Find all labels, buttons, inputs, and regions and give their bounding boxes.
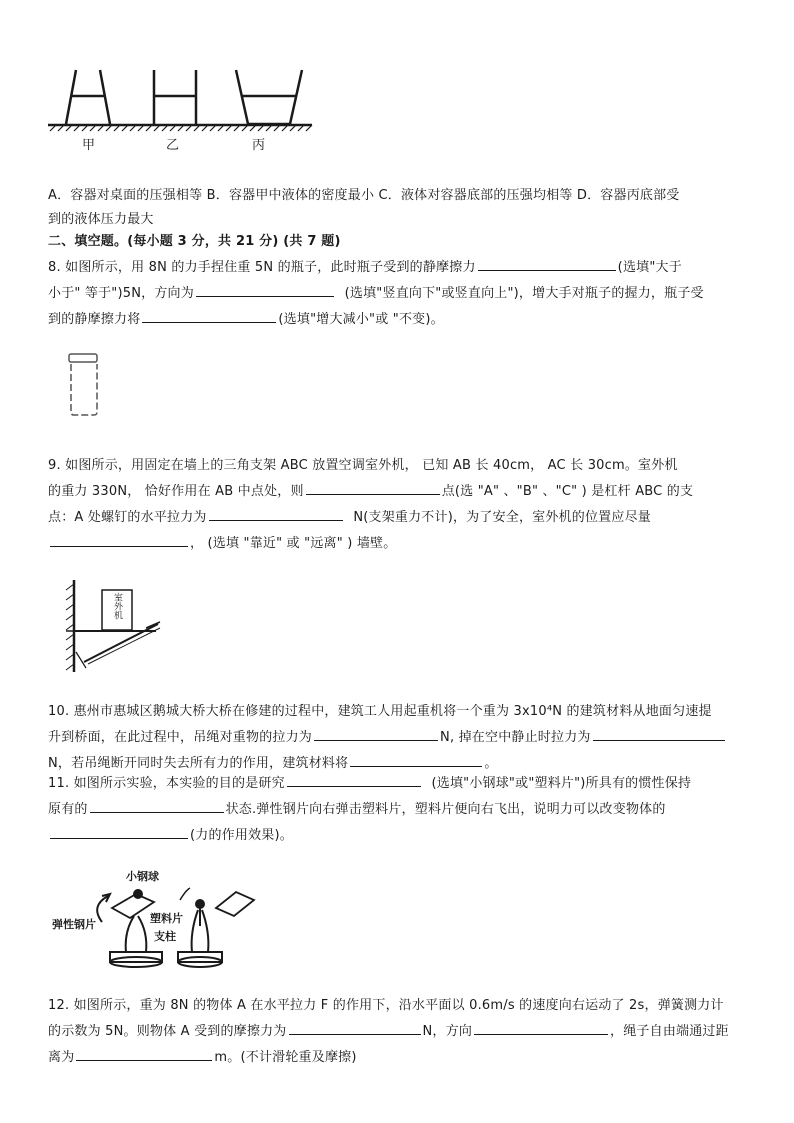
q9-text-6: ， (选填 "靠近" 或 "远离" ) 墙壁。 — [190, 536, 397, 551]
label-yi: 乙 — [166, 138, 180, 153]
q10-text-1: 10. 惠州市惠城区鹅城大桥大桥在修建的过程中，建筑工人用起重机将一个重为 3x10⁴N 的建筑材料从地面匀速提 — [48, 704, 712, 719]
container-jia — [66, 70, 110, 124]
q12-text-1: 12. 如图所示，重为 8N 的物体 A 在水平拉力 F 的作用下，沿水平面以 0.6m/s 的速度向右运动了 2s，弹簧测力计 — [48, 998, 724, 1013]
q12-text-3: N，方向 — [422, 1024, 473, 1039]
q11-blank-1[interactable] — [287, 770, 421, 787]
label-post: 支柱 — [154, 930, 176, 943]
q9-text-1: 9. 如图所示，用固定在墙上的三角支架 ABC 放置空调室外机， 已知 AB 长 40cm， AC 长 30cm。室外机 — [48, 458, 678, 473]
q11-text-3: 原有的 — [48, 802, 88, 817]
q8-text-2: (选填"大于 — [617, 260, 682, 275]
label-jia: 甲 — [82, 138, 96, 153]
q11-blank-2[interactable] — [90, 796, 224, 813]
q7-options-line1: A．容器对桌面的压强相等 B．容器甲中液体的密度最小 C．液体对容器底部的压强均相等 D．容器丙底部受 — [48, 188, 680, 203]
ac-unit-label: 室外机 — [112, 592, 122, 620]
figure-ac-bracket — [62, 576, 172, 676]
q8-text-5: 到的静摩擦力将 — [48, 312, 141, 327]
q11-text-5: (力的作用效果)。 — [190, 828, 293, 843]
section-title: 二、填空题。(每小题 3 分，共 21 分) (共 7 题) — [48, 234, 341, 249]
question-9 — [48, 454, 748, 556]
q9-blank-2[interactable] — [209, 504, 343, 521]
q12-blank-1[interactable] — [289, 1018, 421, 1035]
label-plastic: 塑料片 — [150, 912, 183, 925]
label-steel-ball: 小钢球 — [126, 870, 159, 883]
q11-blank-3[interactable] — [50, 822, 188, 839]
question-10 — [48, 700, 748, 776]
q12-text-4: ，绳子自由端通过距 — [610, 1024, 729, 1039]
q10-text-5: 。 — [484, 756, 498, 771]
q8-text-4: (选填"竖直向下"或竖直向上")，增大手对瓶子的握力，瓶子受 — [344, 286, 704, 301]
q8-text-6: (选填"增大减小"或 "不变)。 — [278, 312, 444, 327]
q11-text-4: 状态.弹性钢片向右弹击塑料片，塑料片便向右飞出，说明力可以改变物体的 — [225, 802, 666, 817]
q8-text-3: 小于" 等于")5N，方向为 — [48, 286, 194, 301]
q8-blank-3[interactable] — [142, 306, 276, 323]
container-yi — [154, 70, 196, 124]
q9-blank-1[interactable] — [306, 478, 440, 495]
figure-containers — [46, 62, 316, 157]
q12-text-2: 的示数为 5N。则物体 A 受到的摩擦力为 — [48, 1024, 287, 1039]
figure-inertia — [50, 866, 260, 970]
q10-text-3: N, 掉在空中静止时拉力为 — [440, 730, 591, 745]
q12-text-5: 离为 — [48, 1050, 75, 1065]
q7-options — [48, 184, 748, 232]
q10-blank-3[interactable] — [350, 750, 482, 767]
q11-text-2: (选填"小钢球"或"塑料片")所具有的惯性保持 — [431, 776, 692, 791]
q10-text-2: 升到桥面，在此过程中，吊绳对重物的拉力为 — [48, 730, 313, 745]
container-bing — [236, 70, 302, 124]
q8-text-1: 8. 如图所示，用 8N 的力手捏住重 5N 的瓶子，此时瓶子受到的静摩擦力 — [48, 260, 476, 275]
q12-blank-3[interactable] — [76, 1044, 212, 1061]
question-12 — [48, 994, 748, 1070]
q8-blank-1[interactable] — [478, 254, 616, 271]
q7-options-line2: 到的液体压力最大 — [48, 212, 154, 227]
q10-blank-1[interactable] — [314, 724, 438, 741]
q10-text-4: N，若吊绳断开同时失去所有力的作用，建筑材料将 — [48, 756, 349, 771]
label-bing: 丙 — [252, 138, 266, 153]
q9-blank-3[interactable] — [50, 530, 188, 547]
q9-text-4: 点：A 处螺钉的水平拉力为 — [48, 510, 207, 525]
q10-blank-2[interactable] — [593, 724, 725, 741]
q11-text-1: 11. 如图所示实验，本实验的目的是研究 — [48, 776, 285, 791]
q12-blank-2[interactable] — [474, 1018, 608, 1035]
question-11 — [48, 770, 748, 848]
label-spring-steel: 弹性钢片 — [52, 918, 96, 931]
q9-text-3: 点(选 "A" 、"B" 、"C" ) 是杠杆 ABC 的支 — [441, 484, 694, 499]
q9-text-5: N(支架重力不计)，为了安全，室外机的位置应尽量 — [353, 510, 651, 525]
figure-bottle — [64, 352, 104, 418]
q12-text-6: m。(不计滑轮重及摩擦) — [214, 1050, 357, 1065]
question-8 — [48, 254, 748, 332]
q9-text-2: 的重力 330N， 恰好作用在 AB 中点处，则 — [48, 484, 304, 499]
q8-blank-2[interactable] — [196, 280, 334, 297]
